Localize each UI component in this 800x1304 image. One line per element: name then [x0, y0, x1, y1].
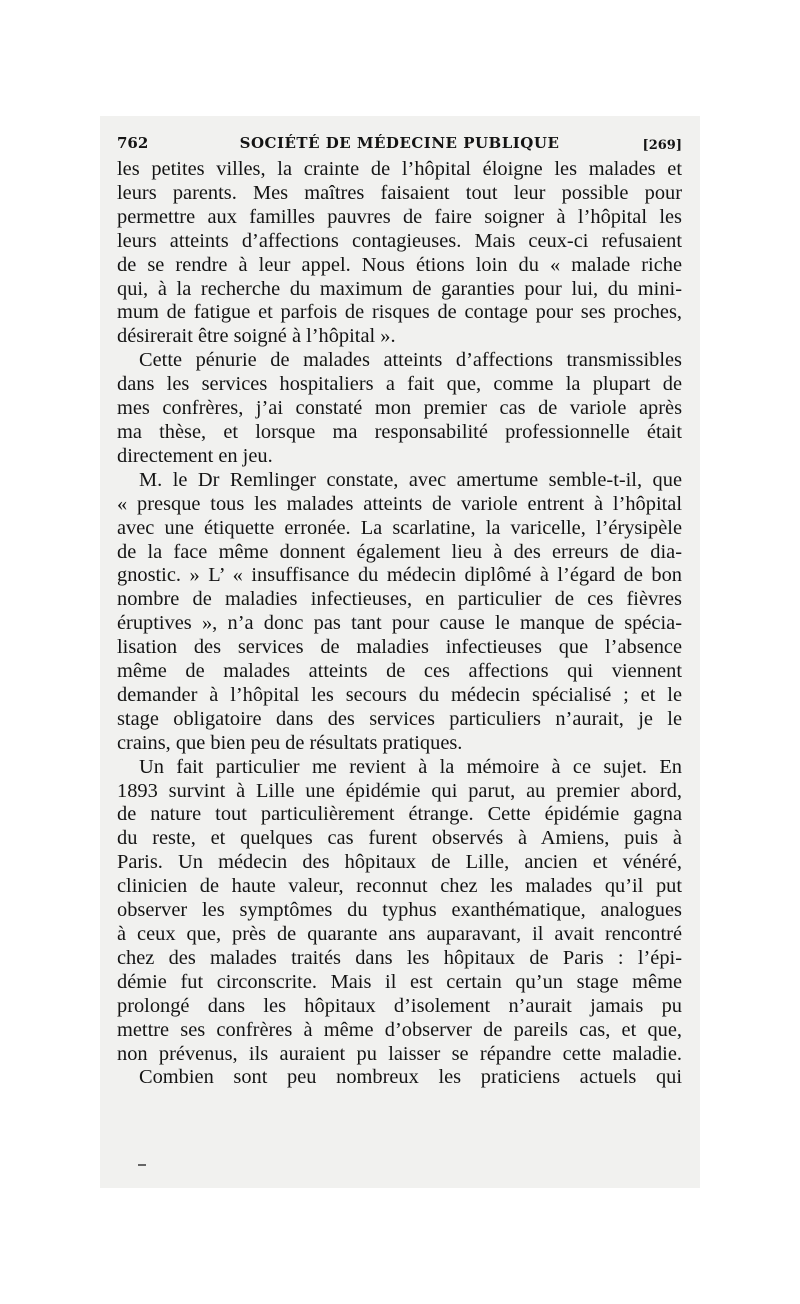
body-text [117, 158, 682, 1090]
text-line: M. le Dr Remlinger constate, avec amertume semble-t-il, que [139, 468, 682, 491]
text-line: qui, à la recherche du maximum de garanties pour lui, du mini- [117, 277, 682, 300]
text-line: observer les symptômes du typhus exanthématique, analogues [117, 899, 682, 922]
text-line: ma thèse, et lorsque ma responsabilité professionnelle était [117, 420, 682, 443]
text-line: de la face même donnent également lieu à des erreurs de dia- [117, 540, 682, 563]
text-line: du reste, et quelques cas furent observés à Amiens, puis à [117, 827, 682, 850]
text-line: « presque tous les malades atteints de variole entrent à l’hôpital [117, 492, 682, 515]
text-line: chez des malades traités dans les hôpitaux de Paris : l’épi- [117, 946, 682, 969]
text-line: de nature tout particulièrement étrange. Cette épidémie gagna [117, 803, 682, 826]
text-line: directement en jeu. [117, 444, 273, 467]
text-line: même de malades atteints de ces affections qui viennent [117, 660, 682, 683]
text-line: éruptives », n’a donc pas tant pour cause le manque de spécia- [117, 612, 682, 635]
text-line: Combien sont peu nombreux les praticiens actuels qui [139, 1066, 682, 1089]
text-line: Cette pénurie de malades atteints d’affections transmissibles [139, 349, 682, 372]
running-header [117, 130, 682, 158]
text-line: dans les services hospitaliers a fait que, comme la plupart de [117, 373, 682, 396]
text-line: 1893 survint à Lille une épidémie qui parut, au premier abord, [117, 779, 682, 802]
text-line: désirerait être soigné à l’hôpital ». [117, 325, 396, 348]
text-line: non prévenus, ils auraient pu laisser se répandre cette maladie. [117, 1042, 682, 1065]
page-reference: [269] [642, 138, 682, 153]
text-line: clinicien de haute valeur, reconnut chez les malades qu’il put [117, 875, 682, 898]
running-title: SOCIÉTÉ DE MÉDECINE PUBLIQUE [239, 134, 560, 152]
text-line: permettre aux familles pauvres de faire soigner à l’hôpital les [117, 205, 682, 228]
text-line: leurs atteints d’affections contagieuses. Mais ceux-ci refusaient [117, 229, 682, 252]
text-line: mes confrères, j’ai constaté mon premier cas de variole après [117, 397, 682, 420]
text-line: démie fut circonscrite. Mais il est certain qu’un stage même [117, 970, 682, 993]
text-line: gnostic. » L’ « insuffisance du médecin diplômé à l’égard de bon [117, 564, 682, 587]
text-line: crains, que bien peu de résultats pratiques. [117, 731, 463, 754]
text-line: Un fait particulier me revient à la mémoire à ce sujet. En [139, 755, 682, 778]
text-line: mettre ses confrères à même d’observer de pareils cas, et que, [117, 1018, 682, 1041]
text-line: Paris. Un médecin des hôpitaux de Lille, ancien et vénéré, [117, 851, 682, 874]
text-line: demander à l’hôpital les secours du médecin spécialisé ; et le [117, 683, 682, 706]
text-line: prolongé dans les hôpitaux d’isolement n’aurait jamais pu [117, 994, 682, 1017]
scan-mark [138, 1164, 146, 1166]
text-line: avec une étiquette erronée. La scarlatine, la varicelle, l’érysipèle [117, 516, 682, 539]
text-line: mum de fatigue et parfois de risques de contage pour ses proches, [117, 301, 682, 324]
text-line: lisation des services de maladies infectieuses que l’absence [117, 636, 682, 659]
text-line: nombre de maladies infectieuses, en particulier de ces fièvres [117, 588, 682, 611]
text-line: leurs parents. Mes maîtres faisaient tout leur possible pour [117, 181, 682, 204]
page-text-column [117, 130, 682, 1090]
text-line: stage obligatoire dans des services particuliers n’aurait, je le [117, 707, 682, 730]
page-number: 762 [117, 134, 149, 152]
text-line: de se rendre à leur appel. Nous étions loin du « malade riche [117, 253, 682, 276]
text-line: à ceux que, près de quarante ans auparavant, il avait rencontré [117, 923, 682, 945]
text-line: les petites villes, la crainte de l’hôpital éloigne les malades et [117, 158, 682, 180]
